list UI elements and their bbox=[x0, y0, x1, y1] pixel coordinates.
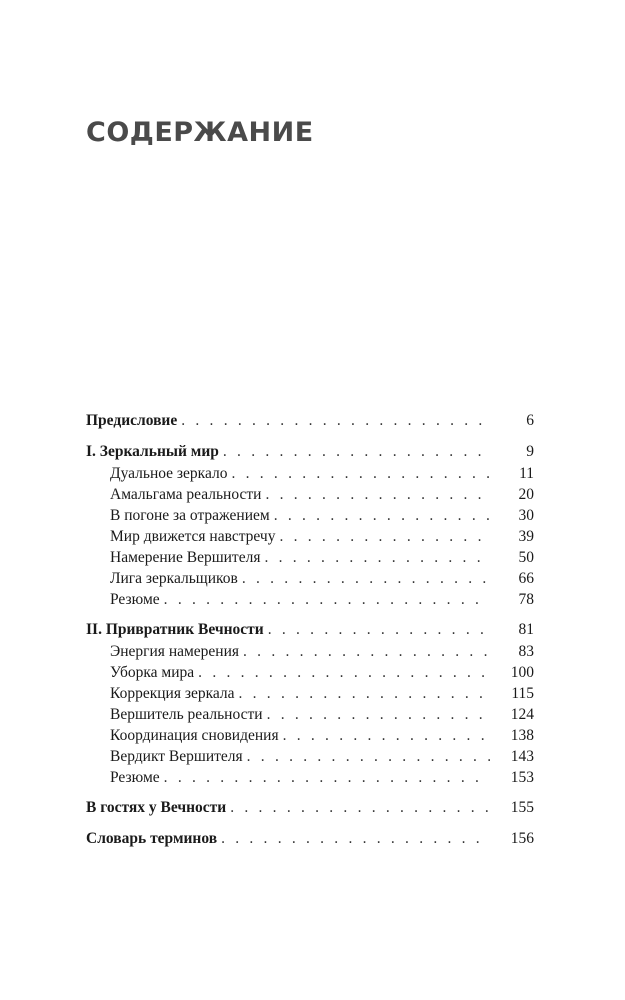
toc-page-number: 100 bbox=[510, 664, 534, 681]
toc-page-number: 115 bbox=[511, 685, 534, 702]
dot-leader bbox=[231, 463, 490, 484]
toc-page-number: 143 bbox=[510, 748, 534, 765]
toc-entry-title: Лига зеркальщиков bbox=[110, 570, 238, 587]
toc-section-entry[interactable] bbox=[86, 589, 534, 610]
dot-leader bbox=[267, 704, 490, 725]
dot-leader bbox=[274, 505, 490, 526]
toc-chapter-entry[interactable] bbox=[86, 619, 534, 641]
toc-entry-title: Энергия намерения bbox=[110, 643, 240, 660]
toc-chapter-entry[interactable] bbox=[86, 410, 534, 432]
toc-page-number: 156 bbox=[510, 830, 534, 847]
toc-chapter-entry[interactable] bbox=[86, 797, 534, 819]
toc-entry-title: Уборка мира bbox=[110, 664, 195, 681]
toc-section-entry[interactable] bbox=[86, 683, 534, 704]
toc-section-entry[interactable] bbox=[86, 767, 534, 788]
dot-leader bbox=[221, 828, 490, 850]
toc-page-number: 66 bbox=[518, 570, 534, 587]
toc-section-entry[interactable] bbox=[86, 641, 534, 662]
toc-section-entry[interactable] bbox=[86, 547, 534, 568]
toc-entry-title: В гостях у Вечности bbox=[86, 799, 227, 816]
toc-page-number: 39 bbox=[518, 528, 534, 545]
toc-page-number: 138 bbox=[510, 727, 534, 744]
dot-leader bbox=[264, 547, 490, 568]
toc-entry-title: I. Зеркальный мир bbox=[86, 443, 219, 460]
toc-entry-title: Предисловие bbox=[86, 412, 178, 429]
dot-leader bbox=[230, 797, 490, 819]
toc-entry-title: Амальгама реальности bbox=[110, 486, 262, 503]
toc-page-number: 83 bbox=[518, 643, 534, 660]
page-title: СОДЕРЖАНИЕ bbox=[86, 117, 314, 148]
toc-page-number: 50 bbox=[518, 549, 534, 566]
table-of-contents bbox=[86, 410, 534, 850]
toc-section-entry[interactable] bbox=[86, 746, 534, 767]
dot-leader bbox=[223, 441, 490, 463]
toc-page-number: 153 bbox=[510, 769, 534, 786]
toc-chapter-entry[interactable] bbox=[86, 441, 534, 463]
toc-page-number: 81 bbox=[518, 621, 534, 638]
toc-entry-title: Вердикт Вершителя bbox=[110, 748, 243, 765]
toc-section-entry[interactable] bbox=[86, 725, 534, 746]
toc-entry-title: Мир движется навстречу bbox=[110, 528, 276, 545]
dot-leader bbox=[181, 410, 490, 432]
toc-page-number: 78 bbox=[518, 591, 534, 608]
dot-leader bbox=[198, 662, 490, 683]
dot-leader bbox=[279, 526, 490, 547]
toc-entry-title: Дуальное зеркало bbox=[110, 465, 228, 482]
toc-section-entry[interactable] bbox=[86, 662, 534, 683]
dot-leader bbox=[265, 484, 490, 505]
toc-page-number: 20 bbox=[518, 486, 534, 503]
toc-page-number: 9 bbox=[526, 443, 534, 460]
dot-leader bbox=[164, 589, 490, 610]
dot-leader bbox=[164, 767, 490, 788]
toc-page-number: 124 bbox=[510, 706, 534, 723]
toc-entry-title: Резюме bbox=[110, 769, 160, 786]
toc-section-entry[interactable] bbox=[86, 505, 534, 526]
toc-page-number: 155 bbox=[510, 799, 534, 816]
toc-section-entry[interactable] bbox=[86, 568, 534, 589]
dot-leader bbox=[242, 568, 490, 589]
toc-entry-title: Коррекция зеркала bbox=[110, 685, 235, 702]
toc-section-entry[interactable] bbox=[86, 704, 534, 725]
dot-leader bbox=[239, 683, 491, 704]
dot-leader bbox=[247, 746, 490, 767]
toc-page-number: 30 bbox=[518, 507, 534, 524]
toc-entry-title: Словарь терминов bbox=[86, 830, 218, 847]
toc-section-entry[interactable] bbox=[86, 484, 534, 505]
toc-page-number: 11 bbox=[519, 465, 534, 482]
toc-entry-title: Намерение Вершителя bbox=[110, 549, 261, 566]
dot-leader bbox=[268, 619, 490, 641]
dot-leader bbox=[243, 641, 490, 662]
toc-page-number: 6 bbox=[526, 412, 534, 429]
toc-entry-title: Координация сновидения bbox=[110, 727, 279, 744]
toc-chapter-entry[interactable] bbox=[86, 828, 534, 850]
dot-leader bbox=[283, 725, 490, 746]
toc-section-entry[interactable] bbox=[86, 526, 534, 547]
toc-entry-title: В погоне за отражением bbox=[110, 507, 270, 524]
toc-entry-title: Вершитель реальности bbox=[110, 706, 263, 723]
toc-entry-title: Резюме bbox=[110, 591, 160, 608]
toc-section-entry[interactable] bbox=[86, 463, 534, 484]
toc-entry-title: II. Привратник Вечности bbox=[86, 621, 264, 638]
